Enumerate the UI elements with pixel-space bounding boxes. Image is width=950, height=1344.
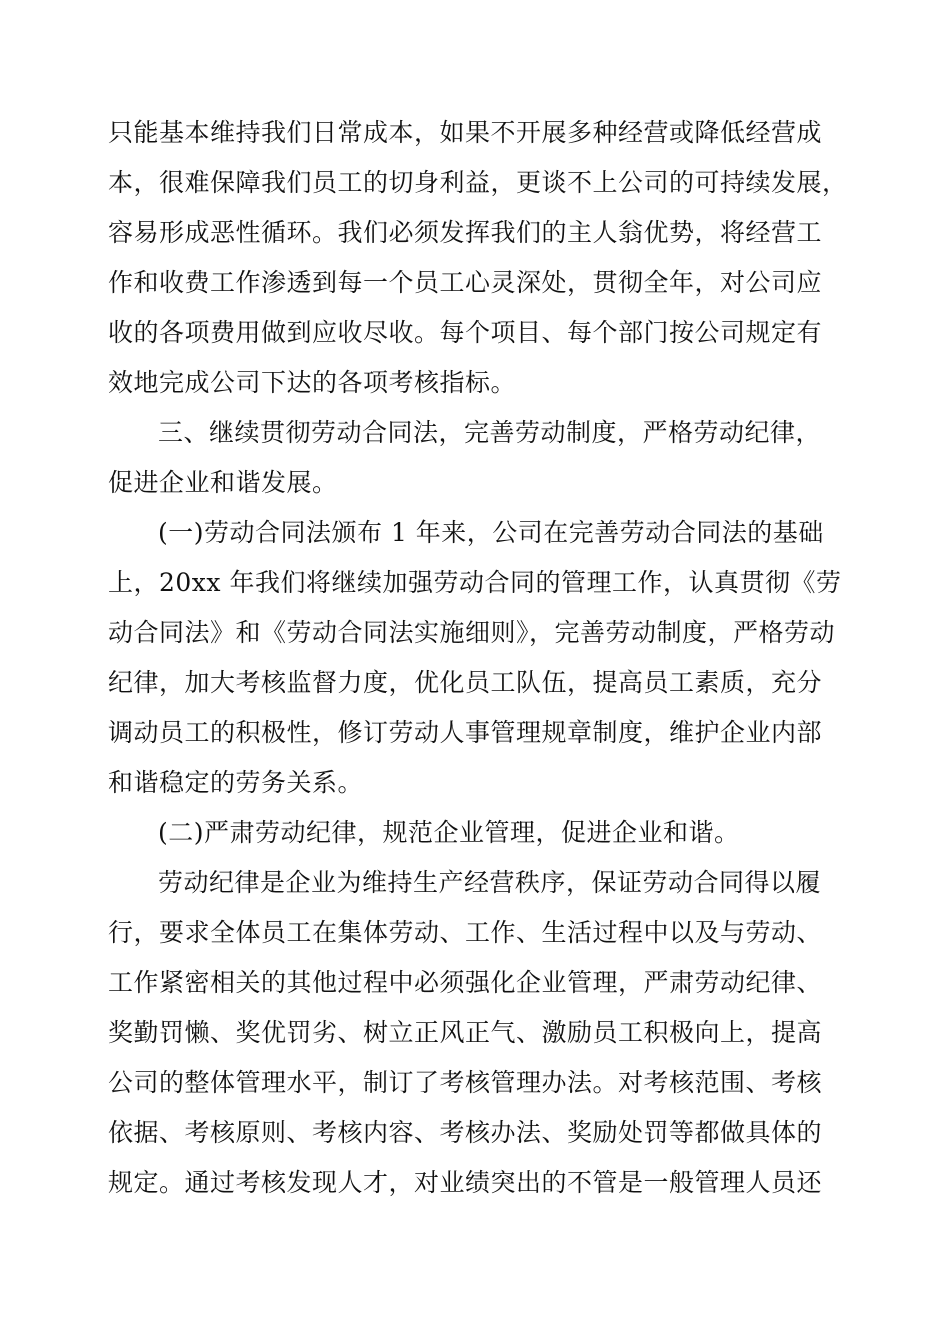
text-line: 劳动纪律是企业为维持生产经营秩序，保证劳动合同得以履 [158, 868, 822, 897]
text-line: 奖勤罚懒、奖优罚劣、树立正风正气、激励员工积极向上，提高 [108, 1018, 823, 1047]
text-line: 公司的整体管理水平，制订了考核管理办法。对考核范围、考核 [108, 1068, 823, 1097]
text-line: 作和收费工作渗透到每一个员工心灵深处，贯彻全年，对公司应 [108, 268, 823, 297]
text-line: 工作紧密相关的其他过程中必须强化企业管理，严肃劳动纪律、 [108, 968, 823, 997]
text-line: 效地完成公司下达的各项考核指标。 [108, 368, 517, 397]
text-line: 和谐稳定的劳务关系。 [108, 768, 364, 797]
subsection-heading: (二)严肃劳动纪律，规范企业管理，促进企业和谐。 [158, 818, 740, 847]
text-line: 容易形成恶性循环。我们必须发挥我们的主人翁优势，将经营工 [108, 218, 823, 247]
text-line: 本，很难保障我们员工的切身利益，更谈不上公司的可持续发展， [108, 168, 848, 197]
text-line: (一)劳动合同法颁布 1 年来，公司在完善劳动合同法的基础 [158, 518, 824, 547]
text-line: 依据、考核原则、考核内容、考核办法、奖励处罚等都做具体的 [108, 1118, 823, 1147]
text-line: 只能基本维持我们日常成本，如果不开展多种经营或降低经营成 [108, 118, 823, 147]
text-line: 规定。通过考核发现人才，对业绩突出的不管是一般管理人员还 [108, 1168, 823, 1197]
text-line: 上，20xx 年我们将继续加强劳动合同的管理工作，认真贯彻《劳 [108, 568, 842, 597]
section-heading-continued: 促进企业和谐发展。 [108, 468, 338, 497]
section-heading: 三、继续贯彻劳动合同法，完善劳动制度，严格劳动纪律， [158, 418, 822, 447]
text-line: 调动员工的积极性，修订劳动人事管理规章制度，维护企业内部 [108, 718, 823, 747]
text-line: 行，要求全体员工在集体劳动、工作、生活过程中以及与劳动、 [108, 918, 823, 947]
text-line: 纪律，加大考核监督力度，优化员工队伍，提高员工素质，充分 [108, 668, 823, 697]
text-line: 收的各项费用做到应收尽收。每个项目、每个部门按公司规定有 [108, 318, 823, 347]
text-line: 动合同法》和《劳动合同法实施细则》，完善劳动制度，严格劳动 [108, 618, 836, 647]
